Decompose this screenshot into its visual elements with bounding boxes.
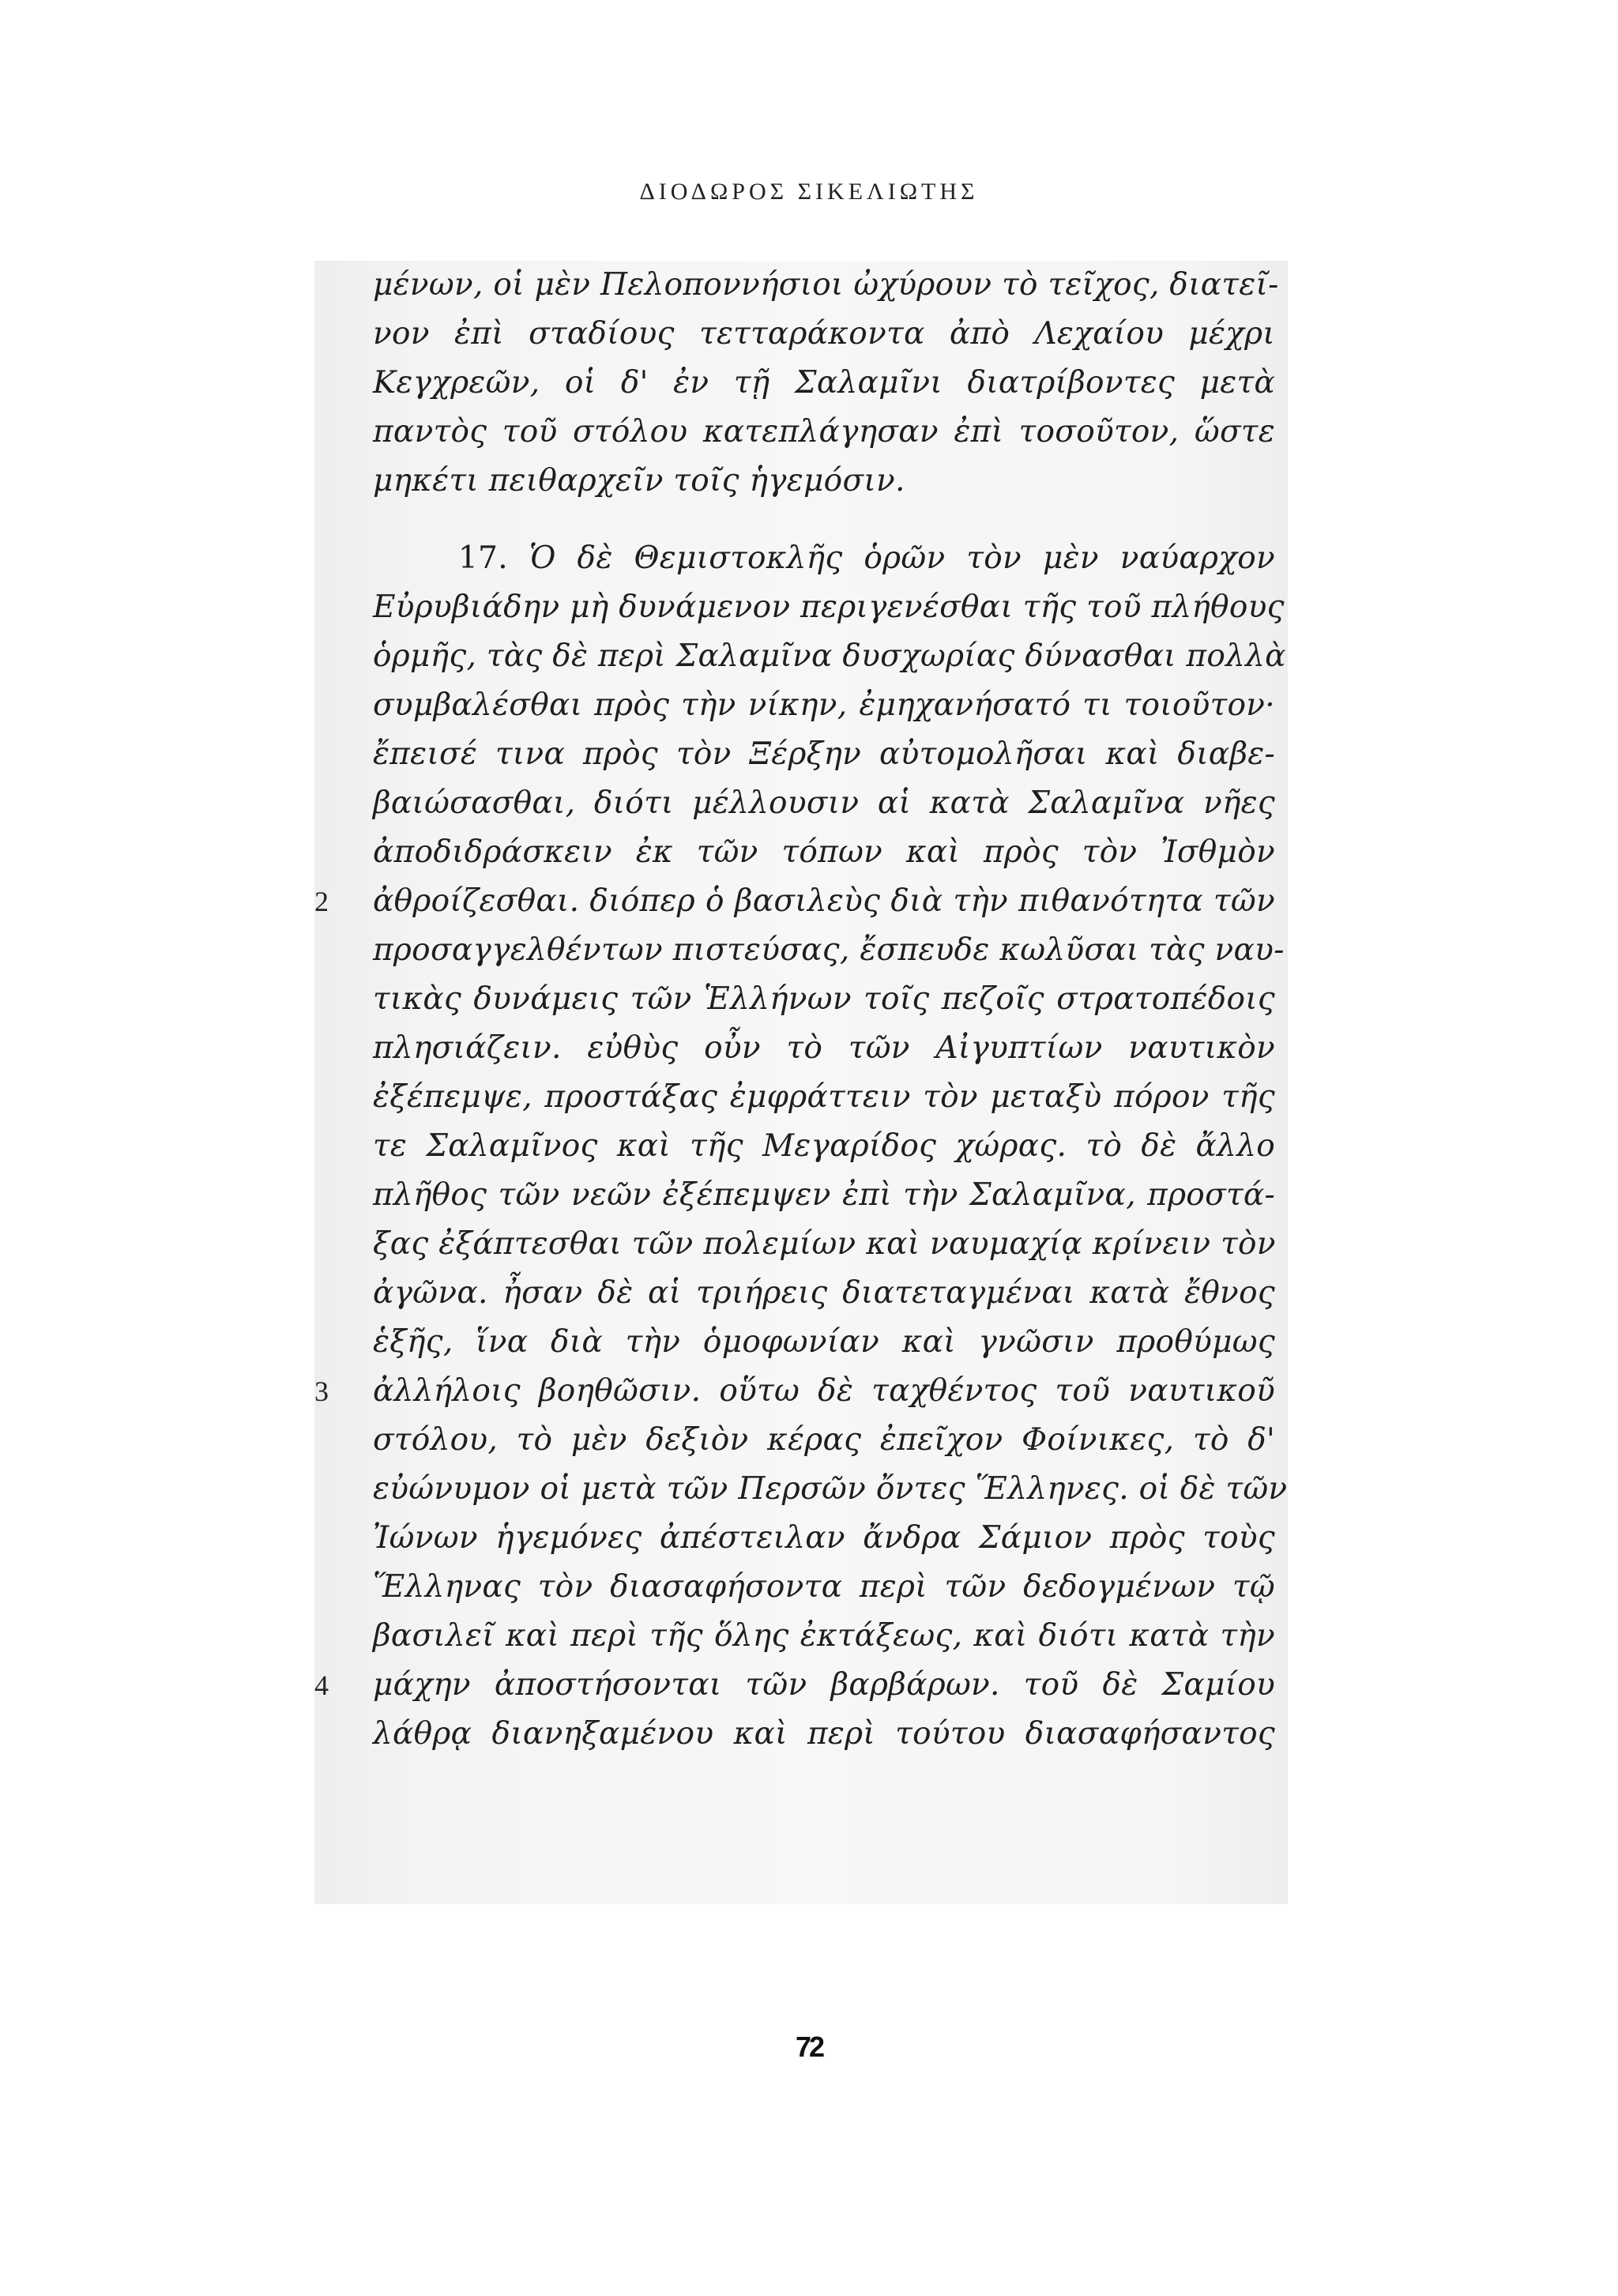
text-line: ὁρμῆς, τὰς δὲ περὶ Σαλαμῖνα δυσχωρίας δύνασθαι πολλὰ <box>373 638 1286 674</box>
text-line: ἀλλήλοις βοηθῶσιν. οὕτω δὲ ταχθέντος τοῦ ναυτικοῦ <box>373 1373 1275 1409</box>
text-line: πλῆθος τῶν νεῶν ἐξέπεμψεν ἐπὶ τὴν Σαλαμῖνα, προστά- <box>373 1177 1275 1213</box>
text-line: στόλου, τὸ μὲν δεξιὸν κέρας ἐπεῖχον Φοίνικες, τὸ δ' <box>373 1422 1275 1458</box>
text-block <box>314 261 1288 1904</box>
running-head: ΔΙΟΔΩΡΟΣ ΣΙΚΕΛΙΩΤΗΣ <box>639 179 979 205</box>
text-line: μένων, οἱ μὲν Πελοποννήσιοι ὠχύρουν τὸ τεῖχος, διατεῖ- <box>373 267 1279 303</box>
text-line: τικὰς δυνάμεις τῶν Ἑλλήνων τοῖς πεζοῖς στρατοπέδοις <box>373 981 1275 1017</box>
text-line: ἀθροίζεσθαι. διόπερ ὁ βασιλεὺς διὰ τὴν πιθανότητα τῶν <box>373 883 1275 919</box>
text-line: βαιώσασθαι, διότι μέλλουσιν αἱ κατὰ Σαλαμῖνα νῆες <box>373 785 1275 821</box>
text-line: ἀγῶνα. ἦσαν δὲ αἱ τριήρεις διατεταγμέναι κατὰ ἔθνος <box>373 1275 1275 1311</box>
text-line: ἐξέπεμψε, προστάξας ἐμφράττειν τὸν μεταξὺ πόρον τῆς <box>373 1079 1275 1115</box>
text-line: συμβαλέσθαι πρὸς τὴν νίκην, ἐμηχανήσατό τι τοιοῦτον· <box>373 687 1275 723</box>
section-first-line <box>373 534 1275 583</box>
text-line: Ὁ δὲ Θεμιστοκλῆς ὁρῶν τὸν μὲν ναύαρχον <box>529 540 1275 576</box>
text-line: ἔπεισέ τινα πρὸς τὸν Ξέρξην αὐτομολῆσαι καὶ διαβε- <box>373 736 1275 772</box>
text-line: Ἰώνων ἡγεμόνες ἀπέστειλαν ἄνδρα Σάμιον πρὸς τοὺς <box>373 1520 1275 1556</box>
text-line: τε Σαλαμῖνος καὶ τῆς Μεγαρίδος χώρας. τὸ δὲ ἄλλο <box>373 1128 1275 1164</box>
text-line: προσαγγελθέντων πιστεύσας, ἔσπευδε κωλῦσαι τὰς ναυ- <box>373 932 1285 968</box>
margin-number: 2 <box>314 886 329 917</box>
text-line: Εὐρυβιάδην μὴ δυνάμενον περιγενέσθαι τῆς τοῦ πλήθους <box>373 589 1285 625</box>
text-line: ξας ἐξάπτεσθαι τῶν πολεμίων καὶ ναυμαχίᾳ κρίνειν τὸν <box>373 1226 1276 1262</box>
text-line: παντὸς τοῦ στόλου κατεπλάγησαν ἐπὶ τοσοῦτον, ὥστε <box>373 414 1275 450</box>
text-line: βασιλεῖ καὶ περὶ τῆς ὅλης ἐκτάξεως, καὶ διότι κατὰ τὴν <box>373 1618 1275 1654</box>
text-line: ἑξῆς, ἵνα διὰ τὴν ὁμοφωνίαν καὶ γνῶσιν προθύμως <box>373 1324 1275 1360</box>
margin-number: 4 <box>314 1669 329 1701</box>
text-line: μηκέτι πειθαρχεῖν τοῖς ἡγεμόσιν. <box>373 463 905 499</box>
text-line: μάχην ἀποστήσονται τῶν βαρβάρων. τοῦ δὲ Σαμίου <box>373 1667 1275 1703</box>
margin-number: 3 <box>314 1376 329 1407</box>
text-line: Κεγχρεῶν, οἱ δ' ἐν τῇ Σαλαμῖνι διατρίβοντες μετὰ <box>373 365 1275 401</box>
text-line: Ἕλληνας τὸν διασαφήσοντα περὶ τῶν δεδογμένων τῷ <box>373 1569 1275 1605</box>
text-line: εὐώνυμον οἱ μετὰ τῶν Περσῶν ὄντες Ἕλληνες. οἱ δὲ τῶν <box>373 1471 1288 1507</box>
page-number: 72 <box>795 2031 823 2063</box>
text-line: λάθρᾳ διανηξαμένου καὶ περὶ τούτου διασαφήσαντος <box>373 1716 1275 1752</box>
section-number: 17. <box>458 540 508 576</box>
text-line: νον ἐπὶ σταδίους τετταράκοντα ἀπὸ Λεχαίου μέχρι <box>373 316 1275 352</box>
text-line: ἀποδιδράσκειν ἐκ τῶν τόπων καὶ πρὸς τὸν Ἰσθμὸν <box>373 834 1275 870</box>
text-line: πλησιάζειν. εὐθὺς οὖν τὸ τῶν Αἰγυπτίων ναυτικὸν <box>373 1030 1275 1066</box>
